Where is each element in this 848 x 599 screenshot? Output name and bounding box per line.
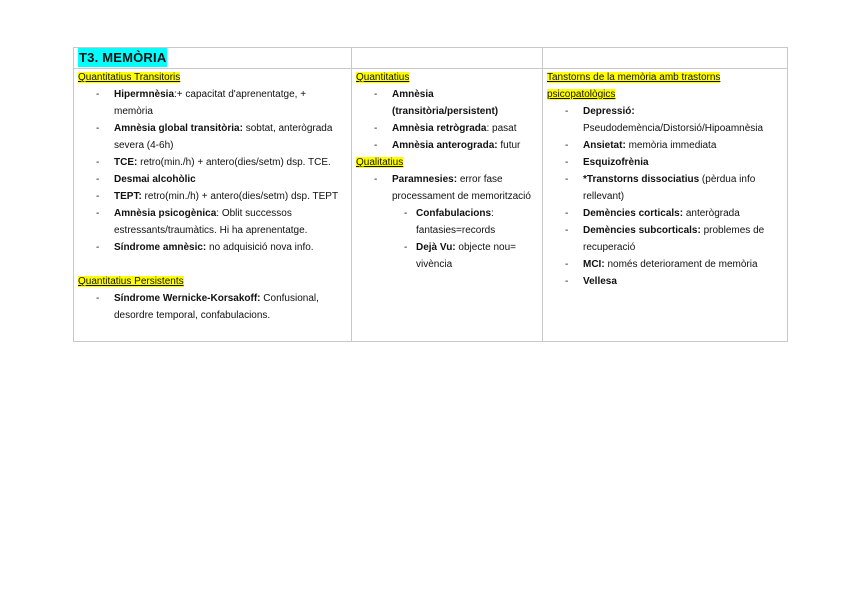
list-item: - Vellesa <box>547 273 783 290</box>
list-item: - Amnèsia retrògrada: pasat <box>356 120 538 137</box>
list-item: - Depressió: Pseudodemència/Distorsió/Hipoamnèsia <box>547 103 783 137</box>
list-item: - Esquizofrènia <box>547 154 783 171</box>
section-heading: Quantitatius Transitoris <box>78 72 181 83</box>
list-item: - Paramnesies: error fase processament de memorització - Confabulacions: fantasies=records - Dejà Vu: objecte nou= vivència <box>356 171 538 273</box>
sub-list <box>392 205 538 273</box>
list-item: - Demències corticals: anterògrada <box>547 205 783 222</box>
column-trastorns <box>543 69 788 342</box>
list <box>356 86 538 154</box>
content-row <box>74 69 788 342</box>
list-item: - *Transtorns dissociatius (pèrdua info rellevant) <box>547 171 783 205</box>
list-item: - Síndrome amnèsic: no adquisició nova info. <box>78 239 347 256</box>
list-item: - Hipermnèsia:+ capacitat d'aprenentatge, + memòria <box>78 86 347 120</box>
sub-list-item: - Confabulacions: fantasies=records <box>404 205 538 239</box>
list <box>547 103 783 290</box>
list-item: - Amnèsia (transitòria/persistent) <box>356 86 538 120</box>
header-row <box>74 48 788 69</box>
list-item: - Ansietat: memòria immediata <box>547 137 783 154</box>
list <box>78 86 347 256</box>
list-item: - Amnèsia psicogènica: Oblit successos estressants/traumàtics. Hi ha aprenentatge. <box>78 205 347 239</box>
section-heading: Qualitatius <box>356 157 404 168</box>
sub-list-item: - Dejà Vu: objecte nou= vivència <box>404 239 538 273</box>
list <box>78 290 347 324</box>
section-heading: Tanstorns de la memòria amb trastorns psicopatològics <box>547 72 721 100</box>
page-title: T3. MEMÒRIA <box>79 50 167 65</box>
column-quantitatius <box>352 69 543 342</box>
title-cell <box>74 48 352 69</box>
list-item: - Amnèsia global transitòria: sobtat, anterògrada severa (4-6h) <box>78 120 347 154</box>
list-item: - Síndrome Wernicke-Korsakoff: Confusional, desordre temporal, confabulacions. <box>78 290 347 324</box>
list-item: - Desmai alcohòlic <box>78 171 347 188</box>
notes-table <box>73 47 788 342</box>
list-item: - TEPT: retro(min./h) + antero(dies/setm) dsp. TEPT <box>78 188 347 205</box>
list-item: - TCE: retro(min./h) + antero(dies/setm) dsp. TCE. <box>78 154 347 171</box>
empty-header-cell <box>352 48 543 69</box>
list <box>356 171 538 273</box>
empty-header-cell <box>543 48 788 69</box>
section-heading: Quantitatius Persistents <box>78 276 184 287</box>
list-item: - MCI: només deteriorament de memòria <box>547 256 783 273</box>
list-item: - Demències subcorticals: problemes de recuperació <box>547 222 783 256</box>
list-item: - Amnèsia anterograda: futur <box>356 137 538 154</box>
section-heading: Quantitatius <box>356 72 410 83</box>
column-transitoris <box>74 69 352 342</box>
